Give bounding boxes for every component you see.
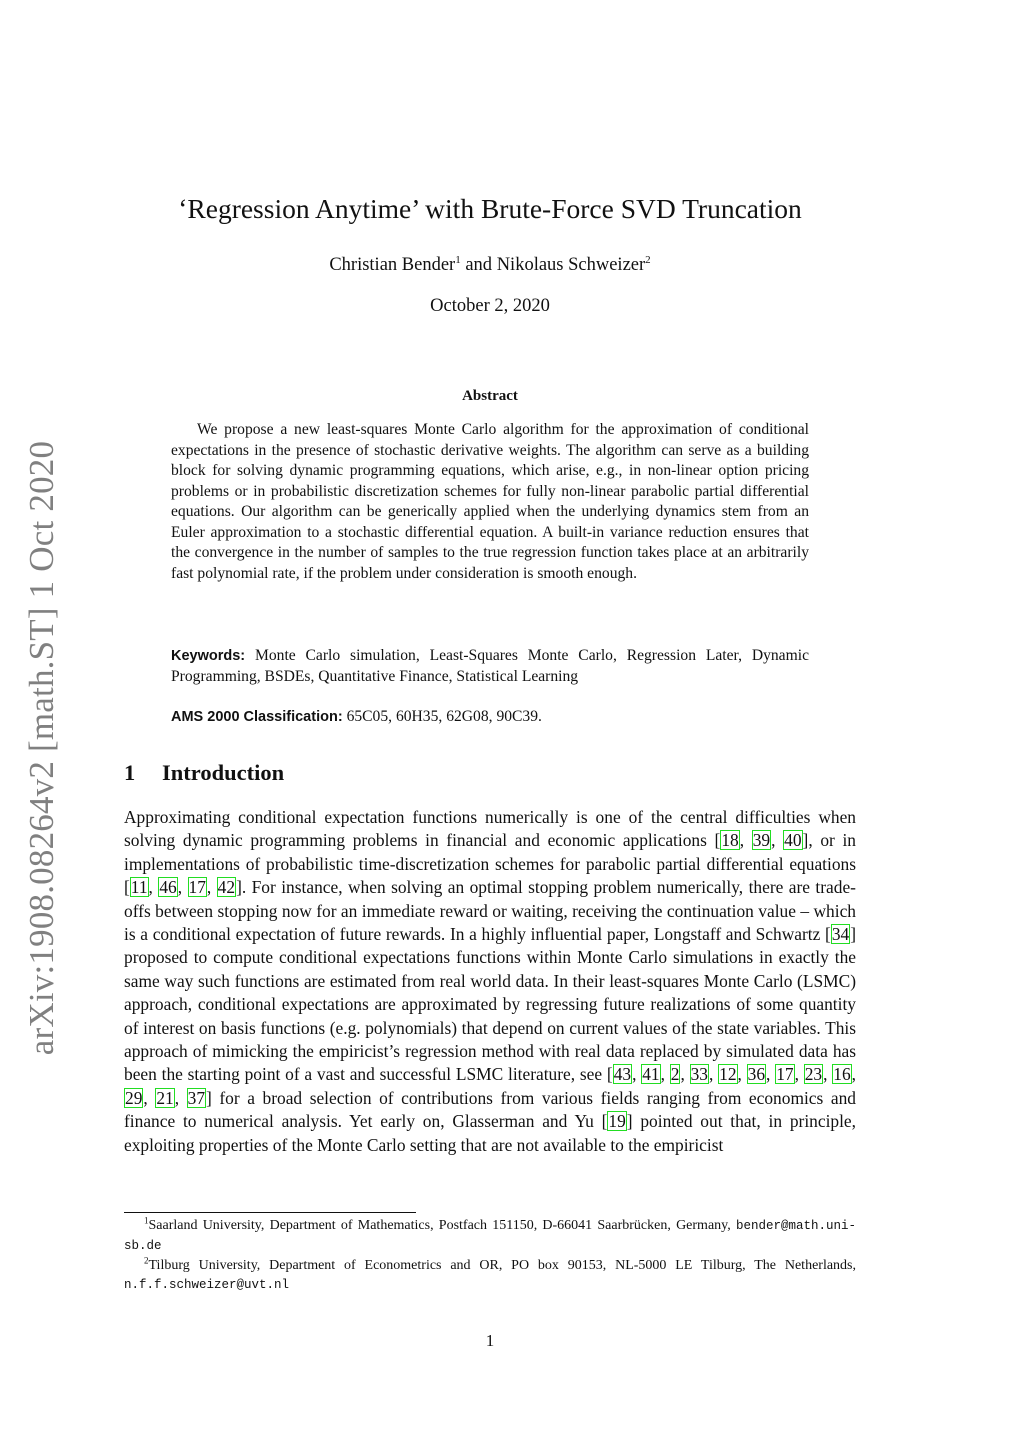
footnote-text: Tilburg University, Department of Econometrics and OR, PO box 90153, NL-5000 LE Tilburg, The Netherlands, bbox=[148, 1258, 856, 1273]
citation-link[interactable]: 46 bbox=[159, 877, 177, 898]
citation-link[interactable]: 36 bbox=[747, 1064, 766, 1085]
section-number: 1 bbox=[124, 760, 136, 785]
author-2: Nikolaus Schweizer bbox=[496, 255, 646, 275]
abstract-heading: Abstract bbox=[462, 388, 518, 404]
ams-classification bbox=[171, 707, 809, 728]
ams-label: AMS 2000 Classification: bbox=[171, 709, 343, 725]
footnote-mark: 2 bbox=[144, 1255, 149, 1266]
author-1: Christian Bender bbox=[329, 255, 456, 275]
paper-date: October 2, 2020 bbox=[430, 296, 550, 316]
citation-link[interactable]: 18 bbox=[721, 830, 739, 851]
footnote-rule bbox=[124, 1212, 416, 1213]
citation-link[interactable]: 43 bbox=[613, 1064, 632, 1085]
citation-link[interactable]: 33 bbox=[690, 1064, 708, 1085]
citation-group: [43, 41, 2, 33, 12, 36, 17, 23, 16, 29, 21, 37] bbox=[125, 1064, 856, 1108]
citation-link[interactable]: 23 bbox=[804, 1064, 823, 1085]
citation-link[interactable]: 17 bbox=[776, 1064, 794, 1085]
citation-link[interactable]: 11 bbox=[130, 877, 148, 898]
section-title: Introduction bbox=[162, 760, 285, 785]
intro-text: , or in implementations of probabilistic time-discretization schemes for parabolic partial differential equations bbox=[124, 830, 856, 874]
author-1-footnote-mark[interactable]: 1 bbox=[455, 253, 461, 266]
citation-group: [34] bbox=[825, 924, 856, 945]
citation-link[interactable]: 21 bbox=[156, 1087, 174, 1108]
footnote-text: Saarland University, Department of Mathematics, Postfach 151150, D-66041 Saarbrücken, Germany, bbox=[148, 1218, 731, 1233]
citation-group: [18, 39, 40] bbox=[714, 830, 809, 851]
page-number: 1 bbox=[485, 1331, 495, 1350]
footnote-1 bbox=[124, 1216, 856, 1256]
paper-title: ‘Regression Anytime’ with Brute-Force SVD Truncation bbox=[178, 193, 802, 224]
citation-link[interactable]: 39 bbox=[752, 830, 771, 851]
keywords-label: Keywords: bbox=[171, 648, 246, 664]
footnotes bbox=[124, 1216, 856, 1295]
citation-link[interactable]: 16 bbox=[833, 1064, 851, 1085]
introduction-paragraph bbox=[124, 806, 856, 1157]
citation-link[interactable]: 41 bbox=[642, 1064, 660, 1085]
citation-link[interactable]: 42 bbox=[217, 877, 236, 898]
citation-group: [19] bbox=[601, 1111, 633, 1132]
arxiv-stamp[interactable]: arXiv:1908.08264v2 [math.ST] 1 Oct 2020 bbox=[22, 440, 61, 1056]
citation-link[interactable]: 12 bbox=[719, 1064, 737, 1085]
citation-link[interactable]: 40 bbox=[784, 830, 802, 851]
citation-link[interactable]: 34 bbox=[831, 924, 850, 945]
author-2-footnote-mark[interactable]: 2 bbox=[645, 253, 651, 266]
ams-text: 65C05, 60H35, 62G08, 90C39. bbox=[346, 708, 542, 725]
keywords-text: Monte Carlo simulation, Least-Squares Monte Carlo, Regression Later, Dynamic Programming, BSDEs, Quantitative Finance, Statistical Learning bbox=[171, 647, 809, 685]
abstract-body: We propose a new least-squares Monte Carlo algorithm for the approximation of conditional expectations in the presence of stochastic derivative weights. The algorithm can serve as a building block for solving dynamic programming equations, which arise, e.g., in non-linear option pricing problems or in probabilistic discretization schemes for fully non-linear parabolic partial differential equations. Our algorithm can be generically applied when the underlying dynamics stem from an Euler approximation to a stochastic differential equation. A built-in variance reduction ensures that the convergence in the number of samples to the true regression function takes place at an arbitrarily fast polynomial rate, if the problem under consideration is smooth enough. bbox=[171, 421, 809, 582]
footnote-mark: 1 bbox=[144, 1215, 149, 1226]
intro-text: Approximating conditional expectation functions numerically is one of the central difficulties when solving dynamic programming problems in financial and economic applications bbox=[124, 807, 856, 851]
intro-text: for a broad selection of contributions from various fields ranging from economics and finance to numerical analysis. Yet early on, Glasserman and Yu bbox=[124, 1087, 856, 1132]
keywords bbox=[171, 646, 809, 687]
citation-link[interactable]: 29 bbox=[125, 1087, 143, 1108]
citation-link[interactable]: 37 bbox=[187, 1087, 206, 1108]
intro-text: proposed to compute conditional expectations functions within Monte Carlo simulations in exactly the same way such functions are estimated from real world data. In their least-squares Monte Carlo (LSMC) approach, conditional expectations are approximated by regressing future realizations of some quantity of interest on basis functions (e.g. polynomials) that depend on current values of the state variables. This approach of mimicking the empiricist’s regression method with real data replaced by simulated data has been the starting point of a vast and successful LSMC literature, see bbox=[124, 947, 856, 1085]
intro-text: . For instance, when solving an optimal stopping problem numerically, there are trade-offs between stopping now for an immediate reward or waiting, receiving the continuation value – which is a conditional expectation of future rewards. In a highly influential paper, Longstaff and Schwartz bbox=[124, 877, 856, 945]
email-link[interactable]: n.f.f.schweizer@uvt.nl bbox=[124, 1278, 290, 1292]
footnote-2 bbox=[124, 1256, 856, 1295]
citation-link[interactable]: 19 bbox=[608, 1111, 626, 1132]
citation-link[interactable]: 2 bbox=[670, 1064, 680, 1085]
author-conjunction: and bbox=[460, 255, 497, 275]
email-link[interactable]: bender@math.uni-sb.de bbox=[124, 1219, 857, 1253]
section-heading-introduction bbox=[124, 760, 856, 786]
citation-link[interactable]: 17 bbox=[188, 877, 206, 898]
author-line bbox=[124, 253, 856, 277]
citation-group: [11, 46, 17, 42] bbox=[124, 877, 242, 898]
intro-text: pointed out that, in principle, exploiting properties of the Monte Carlo setting that are not available to the empiricist bbox=[124, 1111, 856, 1155]
